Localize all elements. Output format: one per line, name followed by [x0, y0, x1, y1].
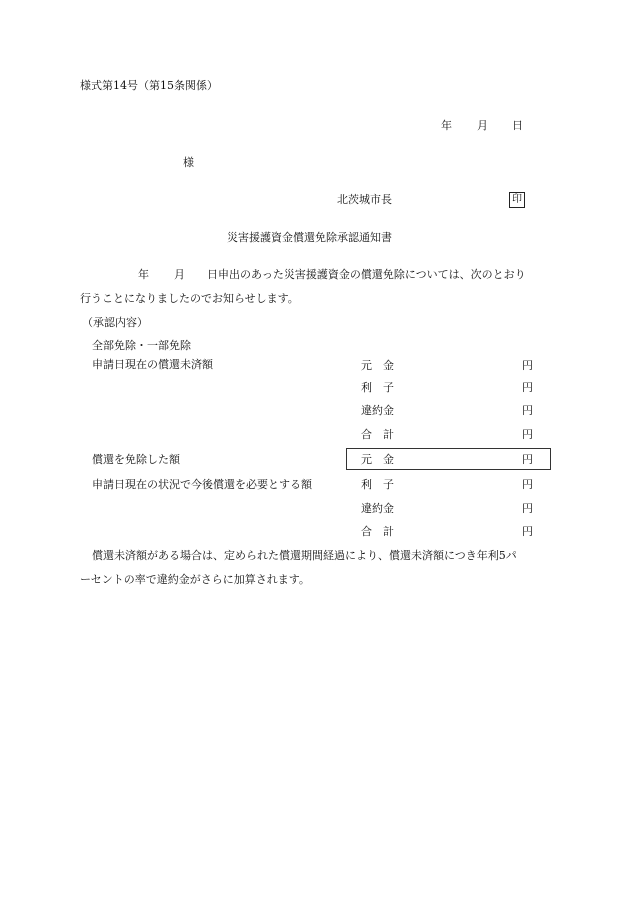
- unpaid-interest-unit: 円: [522, 381, 533, 394]
- exempted-label: 償還を免除した額: [92, 453, 180, 466]
- unpaid-principal-label: 元 金: [361, 359, 394, 372]
- remaining-total-label: 合 計: [361, 525, 394, 538]
- unpaid-total-unit: 円: [522, 428, 533, 441]
- body-line-1: 日申出のあった災害援護資金の償還免除については、次のとおり: [207, 268, 526, 281]
- body-year: 年: [138, 268, 149, 281]
- unpaid-label: 申請日現在の償還未済額: [92, 358, 213, 371]
- note-line-1: 償還未済額がある場合は、定められた償還期間経過により、償還未済額につき年利5パ: [92, 549, 517, 562]
- date-month: 月: [477, 119, 488, 132]
- approval-heading: （承認内容）: [82, 316, 148, 329]
- remaining-label: 申請日現在の状況で今後償還を必要とする額: [92, 478, 312, 491]
- official-seal-mark: 印: [509, 192, 525, 208]
- remaining-interest-unit: 円: [522, 478, 533, 491]
- unpaid-total-label: 合 計: [361, 428, 394, 441]
- remaining-interest-label: 利 子: [361, 478, 394, 491]
- unpaid-interest-label: 利 子: [361, 381, 394, 394]
- body-month: 月: [174, 268, 185, 281]
- form-number: 様式第14号（第15条関係）: [80, 79, 218, 92]
- addressee-suffix: 様: [183, 156, 194, 169]
- document-title: 災害援護資金償還免除承認通知書: [227, 231, 392, 244]
- unpaid-penalty-unit: 円: [522, 404, 533, 417]
- remaining-total-unit: 円: [522, 525, 533, 538]
- remaining-penalty-unit: 円: [522, 502, 533, 515]
- exempted-principal-unit: 円: [522, 453, 533, 466]
- exempted-principal-label: 元 金: [361, 453, 394, 466]
- unpaid-penalty-label: 違約金: [361, 404, 394, 417]
- approval-type: 全部免除・一部免除: [92, 339, 191, 352]
- note-line-2: ーセントの率で違約金がさらに加算されます。: [80, 573, 310, 586]
- date-day: 日: [512, 119, 523, 132]
- issuer-name: 北茨城市長: [337, 193, 392, 206]
- unpaid-principal-unit: 円: [522, 359, 533, 372]
- date-year: 年: [441, 119, 452, 132]
- body-line-2: 行うことになりましたのでお知らせします。: [80, 292, 299, 305]
- remaining-penalty-label: 違約金: [361, 502, 394, 515]
